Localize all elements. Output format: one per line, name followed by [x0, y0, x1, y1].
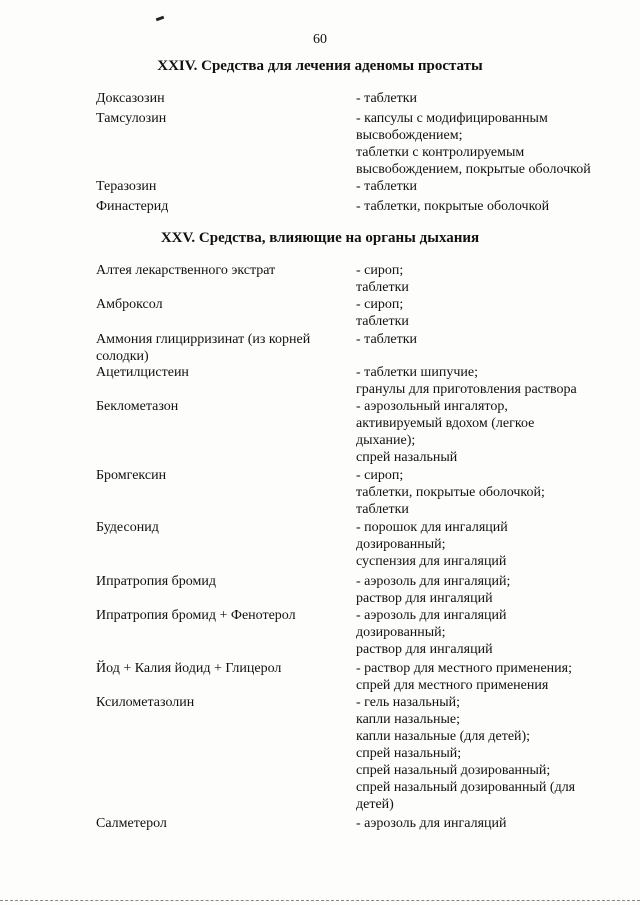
section-heading-xxv: XXV. Средства, влияющие на органы дыхания — [160, 230, 480, 246]
drug-name-line: Алтея лекарственного экстрат — [96, 263, 276, 278]
dosage-form-line: - таблетки — [356, 332, 418, 347]
dosage-forms — [356, 815, 626, 832]
drug-name-line: Йод + Калия йодид + Глицерол — [96, 661, 282, 676]
dosage-form-line: - таблетки, покрытые оболочкой — [356, 199, 550, 214]
dosage-form-line: активируемый вдохом (легкое — [356, 416, 535, 431]
dosage-form-line: таблетки — [356, 280, 409, 295]
drug-name-line: Ацетилцистеин — [96, 365, 189, 380]
dosage-forms — [356, 660, 626, 694]
page-number: 60 — [313, 32, 327, 47]
dosage-form-line: - аэрозоль для ингаляций — [356, 608, 507, 623]
dosage-forms — [356, 364, 626, 398]
drug-name — [96, 815, 346, 832]
dosage-forms — [356, 110, 626, 178]
drug-name — [96, 110, 346, 127]
drug-name-line: Беклометазон — [96, 399, 179, 414]
dosage-form-line: детей) — [356, 797, 394, 812]
drug-name — [96, 467, 346, 484]
drug-name — [96, 398, 346, 415]
dosage-form-line: таблетки — [356, 502, 409, 517]
dosage-form-line: спрей назальный дозированный (для — [356, 780, 576, 795]
dosage-form-line: - капсулы с модифицированным — [356, 111, 548, 126]
drug-name — [96, 331, 346, 365]
dosage-form-line: - сироп; — [356, 263, 404, 278]
drug-name — [96, 90, 346, 107]
dosage-form-line: - раствор для местного применения; — [356, 661, 572, 676]
drug-name — [96, 607, 346, 624]
drug-name — [96, 364, 346, 381]
dosage-forms — [356, 90, 626, 107]
dosage-form-line: - порошок для ингаляций — [356, 520, 508, 535]
drug-name-line: Тамсулозин — [96, 111, 167, 126]
dosage-form-line: - таблетки шипучие; — [356, 365, 478, 380]
drug-name-line: Ипратропия бромид — [96, 574, 216, 589]
drug-name — [96, 660, 346, 677]
drug-name-line: Доксазозин — [96, 91, 165, 106]
dosage-form-line: спрей назальный — [356, 450, 458, 465]
dosage-form-line: - сироп; — [356, 468, 404, 483]
dosage-form-line: спрей для местного применения — [356, 678, 549, 693]
drug-name-line: Бромгексин — [96, 468, 167, 483]
dosage-forms — [356, 467, 626, 518]
section-heading-xxiv: XXIV. Средства для лечения аденомы простаты — [157, 58, 483, 74]
dosage-forms — [356, 694, 626, 813]
dosage-forms — [356, 296, 626, 330]
dosage-form-line: - таблетки — [356, 179, 418, 194]
drug-name — [96, 573, 346, 590]
dosage-form-line: - гель назальный; — [356, 695, 461, 710]
drug-name-line: солодки) — [96, 349, 149, 364]
drug-name — [96, 694, 346, 711]
drug-name-line: Теразозин — [96, 179, 157, 194]
dosage-form-line: - аэрозоль для ингаляций; — [356, 574, 511, 589]
dosage-form-line: дозированный; — [356, 537, 446, 552]
dosage-form-line: спрей назальный; — [356, 746, 462, 761]
dosage-form-line: дозированный; — [356, 625, 446, 640]
drug-name — [96, 198, 346, 215]
dosage-forms — [356, 573, 626, 607]
drug-name — [96, 262, 346, 279]
drug-name-line: Амброксол — [96, 297, 163, 312]
drug-name — [96, 178, 346, 195]
bottom-rule — [0, 900, 640, 901]
dosage-forms — [356, 198, 626, 215]
dosage-form-line: - сироп; — [356, 297, 404, 312]
dosage-form-line: - таблетки — [356, 91, 418, 106]
dosage-form-line: таблетки — [356, 314, 409, 329]
dosage-forms — [356, 262, 626, 296]
drug-name-line: Ипратропия бромид + Фенотерол — [96, 608, 296, 623]
drug-name-line: Салметерол — [96, 816, 167, 831]
drug-name — [96, 519, 346, 536]
dosage-form-line: высвобождением; — [356, 128, 463, 143]
dosage-forms — [356, 607, 626, 658]
dosage-form-line: спрей назальный дозированный; — [356, 763, 551, 778]
dosage-form-line: суспензия для ингаляций — [356, 554, 507, 569]
drug-name-line: Ксилометазолин — [96, 695, 195, 710]
dosage-form-line: - аэрозоль для ингаляций — [356, 816, 507, 831]
dosage-form-line: капли назальные; — [356, 712, 461, 727]
drug-name-line: Будесонид — [96, 520, 159, 535]
dosage-forms — [356, 331, 626, 348]
dosage-forms — [356, 519, 626, 570]
drug-name — [96, 296, 346, 313]
dosage-form-line: раствор для ингаляций — [356, 642, 493, 657]
dosage-form-line: гранулы для приготовления раствора — [356, 382, 577, 397]
scan-mark — [156, 16, 165, 22]
dosage-form-line: высвобождением, покрытые оболочкой — [356, 162, 591, 177]
dosage-form-line: таблетки, покрытые оболочкой; — [356, 485, 545, 500]
dosage-forms — [356, 398, 626, 466]
dosage-form-line: дыхание); — [356, 433, 416, 448]
dosage-form-line: раствор для ингаляций — [356, 591, 493, 606]
dosage-form-line: таблетки с контролируемым — [356, 145, 525, 160]
drug-name-line: Аммония глицирризинат (из корней — [96, 332, 311, 347]
dosage-form-line: капли назальные (для детей); — [356, 729, 531, 744]
dosage-form-line: - аэрозольный ингалятор, — [356, 399, 508, 414]
dosage-forms — [356, 178, 626, 195]
drug-name-line: Финастерид — [96, 199, 169, 214]
